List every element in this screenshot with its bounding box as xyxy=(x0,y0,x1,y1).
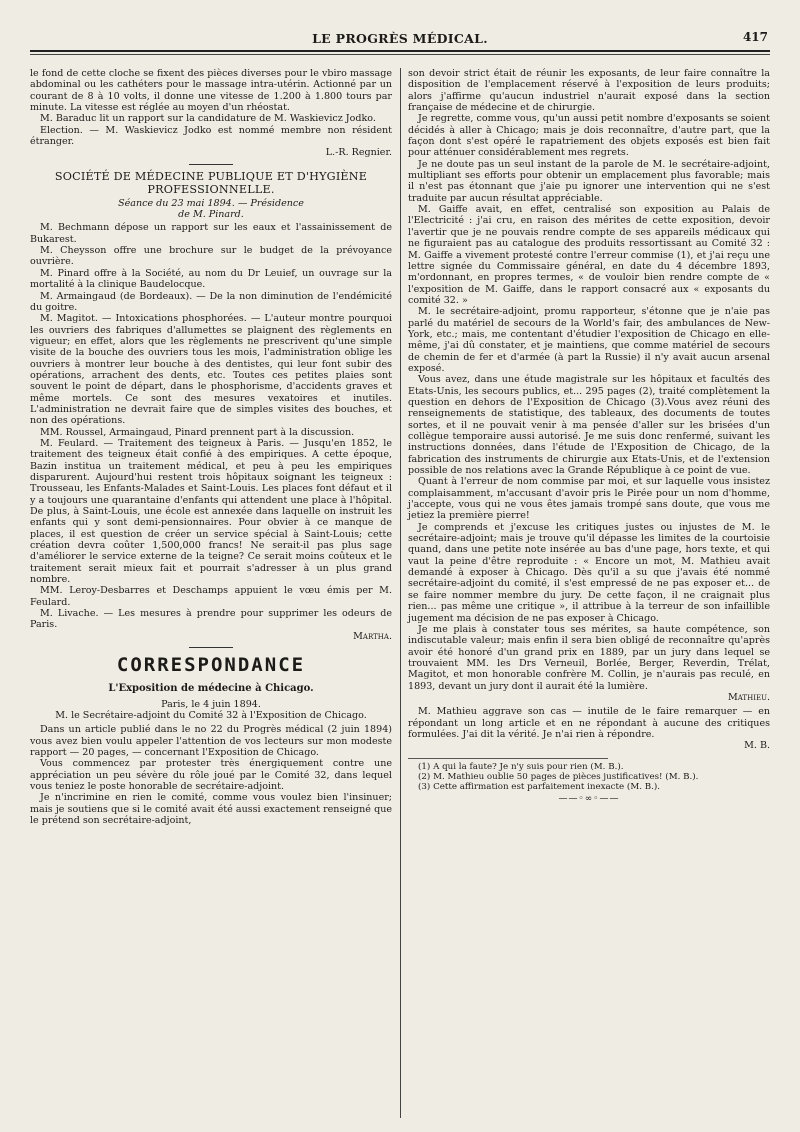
paragraph: Je comprends et j'excuse les critiques justes ou injustes de M. le secrétaire-adjoint; mais je trouve qu'il dépasse les limites de la courtoisie quand, dans une petite note insérée au bas d'une page, hors texte, et qui vaut la peine d'être reproduite : « Encore un mot, M. Mathieu avait demandé à exposer à Chicago. Dès qu'il a su que j'avais été nommé secrétaire-adjoint du comité, il s'est empressé de ne pas exposer et... de se faire nommer membre du jury. De cette façon, il ne craignait plus rien... pas même une critique », il attribue à la terreur de son infaillible jugement ma décision de ne pas exposer à Chicago. xyxy=(408,521,770,624)
paragraph: MM. Leroy-Desbarres et Deschamps appuient le vœu émis per M. Feulard. xyxy=(30,585,392,608)
paragraph: Election. — M. Waskievicz Jodko est nommé membre non résident étranger. xyxy=(30,124,392,148)
paragraph: Je regrette, comme vous, qu'un aussi petit nombre d'exposants se soient décidés à aller à Chicago; mais je dois reconnaître, d'autre part, que la façon dont s'est opéré le rapatriement des objets exposés est bien fait pour atténuer considérablement mes regrets. xyxy=(408,113,770,159)
ornament: ——◦∞◦—— xyxy=(558,794,620,805)
dateline: Paris, le 4 juin 1894. xyxy=(161,698,261,710)
paragraph: M. Feulard. — Traitement des teigneux à Paris. — Jusqu'en 1852, le traitement des teigneux était confié à des empiriques. A cette époque, Bazin institua un traitement médical, et peu à peu les empiriques disparurent. Aujourd'hui restent trois hôpitaux soignant les teigneux : Trousseau, les Enfants-Malades et Saint-Louis. Les places font défaut et il y a toujours une quarantaine d'enfants qui attendent une place à l'hôpital. De plus, à Saint-Louis, une école est annexée dans laquelle on instruit les enfants qui y sont demi-pensionnaires. Pour obvier à ce manque de places, il est question de créer un service spécial à Saint-Louis; cette création devra coûter 1,500,000 francs! Ne serait-il pas plus sage d'améliorer le service externe de la teigne? Ce serait moins coûteux et le traitement serait mieux fait et pourrait s'adresser à un plus grand nombre. xyxy=(30,437,392,586)
seance-line xyxy=(30,198,392,221)
seance-line-2: de M. Pinard. xyxy=(178,209,244,221)
paragraph: Vous avez, dans une étude magistrale sur les hôpitaux et facultés des Etats-Unis, les secours publics, et... 295 pages (2), traité complètement la question en dehors de l'Exposition de Chicago (3).Vous avez réuni des renseignements de statistique, des tableaux, des documents de toutes sortes, et il ne pouvait venir à ma pensée d'aller sur les brisées d'un collègue temporaire aussi autorisé. Je me suis donc renfermé, suivant les instructions données, dans l'étude de l'Exposition de Chicago, de la fabrication des instruments de chirurgie aux Etats-Unis, et de l'extension possible de nos relations avec la Grande République à ce point de vue. xyxy=(408,374,770,477)
letter-address: M. le Secrétaire-adjoint du Comité 32 à l'Exposition de Chicago. xyxy=(55,709,367,721)
two-column-body xyxy=(30,68,770,1118)
running-header xyxy=(30,28,770,48)
seance-line-1: Séance du 23 mai 1894. — Présidence xyxy=(118,197,304,209)
paragraph: M. Baraduc lit un rapport sur la candidature de M. Waskievicz Jodko. xyxy=(40,113,376,125)
page-number: 417 xyxy=(742,30,768,44)
column-divider xyxy=(400,68,401,1118)
paragraph: M. Armaingaud (de Bordeaux). — De la non diminution de l'endémicité du goitre. xyxy=(30,290,392,313)
paragraph: Quant à l'erreur de nom commise par moi, et sur laquelle vous insistez complaisamment, m'accusant d'avoir pris le Pirée pour un nom d'homme, j'accepte, vous qui ne vous êtes jamais trompé sans doute, que vous me jetiez la première pierre! xyxy=(408,476,770,522)
paragraph: M. Cheysson offre une brochure sur le budget de la prévoyance ouvrière. xyxy=(30,245,392,268)
paragraph: M. Bechmann dépose un rapport sur les eaux et l'assainissement de Bukarest. xyxy=(30,222,392,245)
section-rule xyxy=(189,164,233,165)
paragraph: Vous commencez par protester très énergiquement contre une appréciation un peu sévère du rôle joué par le Comité 32, dans lequel vous teniez le poste honorable de secrétaire-adjoint. xyxy=(30,758,392,792)
footnote: (2) M. Mathieu oublie 50 pages de pièces justificatives! (M. B.). xyxy=(418,771,699,782)
signature: Mathieu. xyxy=(727,691,770,703)
paragraph: Dans un article publié dans le no 22 du Progrès médical (2 juin 1894) vous avez bien voulu appeler l'attention de vos lecteurs sur mon modeste rapport — 20 pages, — concernant l'Exposition de Chicago. xyxy=(30,724,392,758)
footnote: (1) A qui la faute? Je n'y suis pour rien (M. B.). xyxy=(418,761,624,772)
signature: M. B. xyxy=(744,740,770,752)
correspondance-title: CORRESPONDANCE xyxy=(116,654,306,677)
paragraph: Je ne doute pas un seul instant de la parole de M. le secrétaire-adjoint, multipliant ses efforts pour obtenir un emplacement plus favorable; mais il n'est pas étonnant que j'aie pu ignorer une intervention qui ne s'est traduite par aucun résultat appréciable. xyxy=(408,158,770,204)
article-title: L'Exposition de médecine à Chicago. xyxy=(108,683,314,695)
left-column xyxy=(30,68,392,826)
section-title: SOCIÉTÉ DE MÉDECINE PUBLIQUE ET D'HYGIÈNE PROFESSIONNELLE. xyxy=(54,169,368,196)
paragraph: M. Pinard offre à la Société, au nom du Dr Leuief, un ouvrage sur la mortalité à la clinique Baudelocque. xyxy=(30,267,392,291)
header-rule xyxy=(30,50,770,52)
reply-paragraph: M. Mathieu aggrave son cas — inutile de le faire remarquer — en répondant un long article et en ne répondant à aucune des critiques formulées. J'ai dit la vérité. Je n'ai rien à répondre. xyxy=(408,706,770,740)
header-rule-thin xyxy=(30,54,770,55)
journal-title: LE PROGRÈS MÉDICAL. xyxy=(312,31,488,46)
paragraph: Je n'incrimine en rien le comité, comme vous voulez bien l'insinuer; mais je soutiens que si le comité avait été aussi exactement renseigné que le prétend son secrétaire-adjoint, xyxy=(30,792,392,826)
signature: L.-R. Regnier. xyxy=(325,147,392,159)
paragraph: M. le secrétaire-adjoint, promu rapporteur, s'étonne que je n'aie pas parlé du matériel de secours de la World's fair, des ambulances de New-York, etc.; mais, me contentant d'étudier l'exposition de Chicago en elle-même, j'ai dû constater, et je maintiens, que comme matériel de secours de chemin de fer et d'armée (à part la Russie) il n'y avait aucun arsenal exposé. xyxy=(408,306,770,374)
paragraph: Je me plais à constater tous ses mérites, sa haute compétence, son indiscutable valeur; mais enfin il sera bien obligé de reconnaître qu'après avoir été honoré d'un grand prix en 1889, par un jury dans lequel se trouvaient MM. les Drs Verneuil, Borlée, Berger, Reverdin, Trélat, Magitot, et mon honorable confrère M. Collin, je n'aurais pas reculé, en 1893, devant un jury dont il aurait été la lumière. xyxy=(408,623,770,692)
paragraph: le fond de cette cloche se fixent des pièces diverses pour le vbiro massage abdominal ou les cathéters pour le massage intra-utérin. Actionné par un courant de 8 à 10 volts, il donne une vitesse de 1.200 à 1.800 tours par minute. La vitesse est réglée au moyen d'un rhéostat. xyxy=(30,68,392,114)
section-rule xyxy=(189,647,233,648)
paragraph: M. Livache. — Les mesures à prendre pour supprimer les odeurs de Paris. xyxy=(30,608,392,631)
paragraph: M. Gaiffe avait, en effet, centralisé son exposition au Palais de l'Electricité : j'ai cru, en raison des mérites de cette exposition, devoir l'avertir que je ne pouvais rendre compte de ses appareils médicaux qui ne figuraient pas au catalogue des produits ressortissant au Comité 32 : M. Gaiffe a vivement protesté contre l'erreur commise (1), et j'ai reçu une lettre signée du Commissaire général, en date du 4 décembre 1893, m'ordonnant, en propres termes, « de vouloir bien rendre compte de « l'exposition de M. Gaiffe, dans le rapport consacré aux « exposants du comité 32. » xyxy=(408,204,770,306)
paragraph: M. Magitot. — Intoxications phosphorées. — L'auteur montre pourquoi les ouvriers des fabriques d'allumettes se plaignent des règlements en vigueur; en effet, alors que les règlements ne prescrivent qu'une simple visite de la bouche des ouvriers tous les mois, l'administration oblige les ouvriers à montrer leur bouche à des dentistes, qui leur font subir des opérations, arrachent des dents, etc. Toutes ces petites plaies sont souvent le point de départ, dans le phosphorisme, d'accidents graves et même mortels. Ce sont des mesures vexatoires et inutiles. L'administration ne devrait faire que de simples visites des bouches, et non des opérations. xyxy=(30,313,392,427)
signature: Martha. xyxy=(353,630,392,642)
page xyxy=(30,28,770,1118)
right-column xyxy=(408,68,770,806)
footnote: (3) Cette affirmation est parfaitement inexacte (M. B.). xyxy=(418,782,661,793)
paragraph: son devoir strict était de réunir les exposants, de leur faire connaître la disposition de l'emplacement réservé à l'exposition de leurs produits; alors j'affirme qu'aucun industriel n'aurait exposé dans la section française de médecine et de chirurgie. xyxy=(408,68,770,114)
paragraph: MM. Roussel, Armaingaud, Pinard prennent part à la discussion. xyxy=(40,426,355,438)
